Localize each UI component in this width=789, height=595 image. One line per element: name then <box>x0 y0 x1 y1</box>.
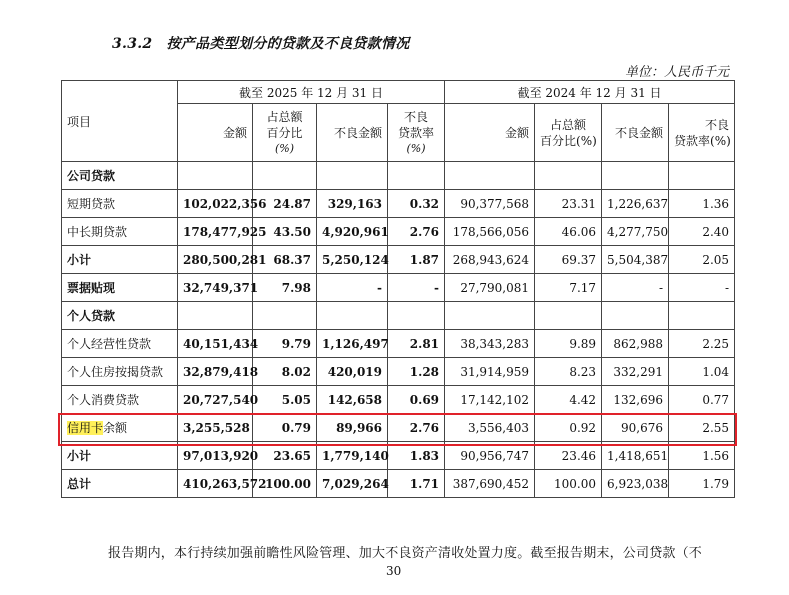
table-cell: 6,923,038 <box>602 470 669 498</box>
table-cell: 2.55 <box>669 414 735 442</box>
header-npl-rate-2024-l1: 不良 <box>705 117 730 132</box>
table-row <box>62 330 735 358</box>
section-title: 按产品类型划分的贷款及不良贷款情况 <box>166 36 410 52</box>
table-cell: 43.50 <box>253 218 317 246</box>
table-cell: - <box>602 274 669 302</box>
table-cell <box>253 162 317 190</box>
header-share-2024 <box>535 104 602 162</box>
table-cell: 1,418,651 <box>602 442 669 470</box>
header-amount-2025: 金额 <box>178 104 253 162</box>
loan-table <box>61 80 735 498</box>
table-cell: 90,676 <box>602 414 669 442</box>
table-cell: 0.77 <box>669 386 735 414</box>
table-cell: 0.92 <box>535 414 602 442</box>
table-cell: 280,500,281 <box>178 246 253 274</box>
table-cell: 7.98 <box>253 274 317 302</box>
table-cell: 1.56 <box>669 442 735 470</box>
table-cell: 1,779,140 <box>317 442 388 470</box>
table-cell: 32,879,418 <box>178 358 253 386</box>
table-cell: 38,343,283 <box>445 330 535 358</box>
header-npl-rate-2025-l2: 贷款率 <box>398 125 435 140</box>
table-cell <box>669 302 735 330</box>
table-cell: 2.76 <box>388 414 445 442</box>
table-cell <box>445 162 535 190</box>
header-period-2025: 截至 2025 年 12 月 31 日 <box>178 81 445 104</box>
table-cell: 32,749,371 <box>178 274 253 302</box>
table-cell: 9.79 <box>253 330 317 358</box>
header-npl-amount-2024: 不良金额 <box>602 104 669 162</box>
row-label <box>62 414 178 442</box>
table-cell <box>253 302 317 330</box>
header-npl-amount-2025: 不良金额 <box>317 104 388 162</box>
table-cell: 100.00 <box>535 470 602 498</box>
table-cell: 7.17 <box>535 274 602 302</box>
table-cell: 178,566,056 <box>445 218 535 246</box>
table-cell: 332,291 <box>602 358 669 386</box>
table-cell <box>317 162 388 190</box>
unit-label: 单位：人民币千元 <box>624 65 729 80</box>
header-item: 项目 <box>62 81 178 162</box>
table-cell <box>388 162 445 190</box>
row-label-highlight: 信用卡 <box>67 421 104 435</box>
header-share-2025-l1: 占总额 <box>266 109 303 124</box>
table-cell: 5.05 <box>253 386 317 414</box>
table-cell <box>178 302 253 330</box>
table-row <box>62 358 735 386</box>
table-cell: 1,226,637 <box>602 190 669 218</box>
table-cell: 387,690,452 <box>445 470 535 498</box>
table-cell <box>445 302 535 330</box>
table-body <box>62 162 735 498</box>
table-cell: 1.71 <box>388 470 445 498</box>
table-cell: 9.89 <box>535 330 602 358</box>
table-cell: 4,277,750 <box>602 218 669 246</box>
row-label: 个人贷款 <box>62 302 178 330</box>
table-cell <box>535 162 602 190</box>
table-cell: 7,029,264 <box>317 470 388 498</box>
table-cell: - <box>388 274 445 302</box>
table-cell: 24.87 <box>253 190 317 218</box>
section-heading <box>112 33 410 53</box>
header-npl-rate-2025-l1: 不良 <box>404 109 429 124</box>
table-cell: 90,377,568 <box>445 190 535 218</box>
table-cell: 178,477,925 <box>178 218 253 246</box>
table-cell: 1.04 <box>669 358 735 386</box>
row-label: 总计 <box>62 470 178 498</box>
table-cell: 102,022,356 <box>178 190 253 218</box>
header-period-2024: 截至 2024 年 12 月 31 日 <box>445 81 735 104</box>
header-npl-rate-2024 <box>669 104 735 162</box>
table-row <box>62 302 735 330</box>
body-paragraph: 报告期内，本行持续加强前瞻性风险管理、加大不良资产清收处置力度。截至报告期末，公司贷款（不 <box>108 546 703 561</box>
table-cell: 142,658 <box>317 386 388 414</box>
table-cell: 3,255,528 <box>178 414 253 442</box>
row-label: 小计 <box>62 442 178 470</box>
table-cell: 23.65 <box>253 442 317 470</box>
table-cell: 0.69 <box>388 386 445 414</box>
row-label: 个人经营性贷款 <box>62 330 178 358</box>
table-row <box>62 190 735 218</box>
header-npl-rate-2025 <box>388 104 445 162</box>
table-cell: 410,263,572 <box>178 470 253 498</box>
table-cell: 4,920,961 <box>317 218 388 246</box>
table-cell: 68.37 <box>253 246 317 274</box>
table-cell: 8.02 <box>253 358 317 386</box>
table-cell: 329,163 <box>317 190 388 218</box>
table-cell: 2.76 <box>388 218 445 246</box>
header-share-2025-l2: 百分比 <box>266 125 303 140</box>
table-cell: 4.42 <box>535 386 602 414</box>
table-cell: 420,019 <box>317 358 388 386</box>
table-cell: 27,790,081 <box>445 274 535 302</box>
row-label: 中长期贷款 <box>62 218 178 246</box>
table-row <box>62 386 735 414</box>
table-row <box>62 218 735 246</box>
table-row <box>62 162 735 190</box>
table-cell: 23.31 <box>535 190 602 218</box>
header-share-2025 <box>253 104 317 162</box>
table-cell: 8.23 <box>535 358 602 386</box>
table-cell: 1,126,497 <box>317 330 388 358</box>
table-cell: 89,966 <box>317 414 388 442</box>
page-number: 30 <box>386 564 402 578</box>
table-cell <box>388 302 445 330</box>
table-cell: 2.05 <box>669 246 735 274</box>
row-label: 小计 <box>62 246 178 274</box>
table-cell: 46.06 <box>535 218 602 246</box>
table-cell: 90,956,747 <box>445 442 535 470</box>
table-cell: 69.37 <box>535 246 602 274</box>
header-share-2024-l2: 百分比(%) <box>540 133 597 148</box>
table-cell <box>602 302 669 330</box>
table-cell: 862,988 <box>602 330 669 358</box>
table-row <box>62 470 735 498</box>
table-cell <box>669 162 735 190</box>
header-amount-2024: 金额 <box>445 104 535 162</box>
table-cell: 97,013,920 <box>178 442 253 470</box>
table-row <box>62 442 735 470</box>
table-cell: 2.25 <box>669 330 735 358</box>
table-cell: 3,556,403 <box>445 414 535 442</box>
table-cell: 40,151,434 <box>178 330 253 358</box>
table-cell <box>317 302 388 330</box>
table-cell: 132,696 <box>602 386 669 414</box>
table-cell: 17,142,102 <box>445 386 535 414</box>
table-row <box>62 246 735 274</box>
header-share-2024-l1: 占总额 <box>550 117 587 132</box>
table-cell: 5,250,124 <box>317 246 388 274</box>
row-label: 票据贴现 <box>62 274 178 302</box>
table-cell: 1.28 <box>388 358 445 386</box>
table-cell: - <box>669 274 735 302</box>
table-cell: 1.83 <box>388 442 445 470</box>
row-label: 个人住房按揭贷款 <box>62 358 178 386</box>
table-cell: 1.87 <box>388 246 445 274</box>
table-cell <box>535 302 602 330</box>
table-cell: 0.32 <box>388 190 445 218</box>
table-cell <box>178 162 253 190</box>
table-cell <box>602 162 669 190</box>
table-cell: 20,727,540 <box>178 386 253 414</box>
row-label: 公司贷款 <box>62 162 178 190</box>
table-cell: 268,943,624 <box>445 246 535 274</box>
header-row-top <box>62 81 735 104</box>
table-cell: - <box>317 274 388 302</box>
header-share-2025-pct: (%) <box>274 141 295 155</box>
header-npl-rate-2024-l2: 贷款率(%) <box>674 133 731 148</box>
table-cell: 2.40 <box>669 218 735 246</box>
table-cell: 31,914,959 <box>445 358 535 386</box>
row-label: 短期贷款 <box>62 190 178 218</box>
table-cell: 0.79 <box>253 414 317 442</box>
row-label: 个人消费贷款 <box>62 386 178 414</box>
table-cell: 1.36 <box>669 190 735 218</box>
table-cell: 23.46 <box>535 442 602 470</box>
table-row <box>62 274 735 302</box>
table-cell: 100.00 <box>253 470 317 498</box>
table-cell: 5,504,387 <box>602 246 669 274</box>
header-npl-rate-2025-pct: (%) <box>406 141 426 155</box>
row-label-rest: 余额 <box>103 421 128 435</box>
table-row <box>62 414 735 442</box>
table-cell: 2.81 <box>388 330 445 358</box>
table-cell: 1.79 <box>669 470 735 498</box>
section-number: 3.3.2 <box>112 36 153 52</box>
